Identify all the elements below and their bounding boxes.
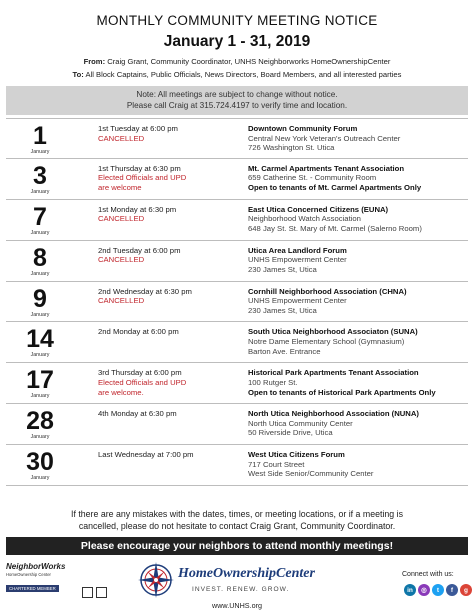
meeting-status: CANCELLED (98, 296, 145, 306)
meeting-location (248, 287, 472, 316)
equal-housing-icon (82, 587, 93, 598)
meeting-row (6, 445, 468, 486)
homeownership-center-logo (136, 560, 346, 604)
house-icon (96, 587, 107, 598)
meeting-row (6, 200, 468, 241)
meeting-day-number: 17 (26, 366, 54, 395)
facebook-icon[interactable]: f (446, 584, 458, 596)
meeting-month: January (30, 188, 50, 195)
meeting-time-text: 1st Thursday at 6:30 pm (98, 163, 181, 173)
meeting-time-text: Last Wednesday at 7:00 pm (98, 450, 194, 460)
meeting-status: are welcome (98, 183, 142, 193)
meeting-day-number: 7 (33, 202, 47, 231)
googleplus-icon[interactable]: g (460, 584, 472, 596)
meeting-time-text: 2nd Wednesday at 6:30 pm (98, 286, 192, 296)
to-text: All Block Captains, Public Officials, News Directors, Board Members, and all interested parties (85, 70, 402, 79)
contact-note-line-2: cancelled, please do not hesitate to contact Craig Grant, Community Coordinator. (78, 520, 396, 531)
neighborworks-title: NeighborWorks (6, 562, 66, 571)
meeting-address: Barton Ave. Entrance (248, 346, 321, 356)
meeting-address: Central New York Veteran's Outreach Center (248, 133, 401, 143)
meeting-name: East Utica Concerned Citizens (EUNA) (248, 204, 389, 214)
meeting-address: Notre Dame Elementary School (Gymnasium) (248, 337, 405, 347)
from-label: From: (83, 57, 106, 66)
meeting-row (6, 159, 468, 200)
meeting-status: Elected Officials and UPD (98, 377, 187, 387)
meeting-date (20, 204, 60, 236)
neighborworks-subtitle: HomeOwnership Center (6, 572, 51, 577)
meeting-day-number: 30 (26, 448, 54, 477)
meeting-address: Neighborhood Watch Association (248, 214, 361, 224)
from-text: Craig Grant, Community Coordinator, UNHS Neighborworks HomeOwnershipCenter (107, 57, 391, 66)
encourage-banner: Please encourage your neighbors to attend monthly meetings! (6, 537, 468, 555)
linkedin-icon[interactable]: in (404, 584, 416, 596)
date-range: January 1 - 31, 2019 (163, 33, 311, 50)
meeting-row (6, 322, 468, 363)
meeting-time-text: 3rd Thursday at 6:00 pm (98, 368, 182, 378)
meeting-location (248, 368, 472, 397)
meeting-month: January (30, 229, 50, 236)
meeting-address: 726 Washington St. Utica (248, 143, 335, 153)
meeting-day-number: 14 (26, 325, 54, 354)
meeting-date (20, 367, 60, 399)
meeting-time (98, 205, 248, 224)
meeting-address: UNHS Empowerment Center (248, 255, 347, 265)
neighborworks-logo (6, 562, 78, 606)
meeting-restriction: Open to tenants of Historical Park Apartments Only (248, 387, 436, 397)
meeting-time (98, 327, 248, 337)
meeting-month: January (30, 270, 50, 277)
meeting-month: January (30, 475, 50, 482)
meeting-time (98, 287, 248, 306)
meeting-name: Downtown Community Forum (248, 124, 358, 133)
meeting-address: 648 Jay St. St. Mary of Mt. Carmel (Salerno Room) (248, 223, 422, 233)
meeting-address: 717 Court Street (248, 459, 305, 469)
meeting-status: are welcome. (98, 387, 144, 397)
notice-line-2: Please call Craig at 315.724.4197 to verify time and location. (126, 101, 348, 110)
hoc-tagline: INVEST. RENEW. GROW. (192, 586, 290, 593)
meeting-row (6, 404, 468, 445)
from-line (0, 57, 474, 66)
meeting-name: Historical Park Apartments Tenant Association (248, 368, 419, 378)
meeting-location (248, 450, 472, 479)
meeting-time-text: 4th Monday at 6:30 pm (98, 409, 177, 419)
meeting-month: January (30, 352, 50, 359)
meeting-status: CANCELLED (98, 133, 145, 143)
meeting-time-text: 2nd Tuesday at 6:00 pm (98, 245, 181, 255)
meeting-time (98, 409, 248, 419)
instagram-icon[interactable]: ◎ (418, 584, 430, 596)
meeting-date (20, 286, 60, 318)
to-label: To: (72, 70, 84, 79)
page-title: MONTHLY COMMUNITY MEETING NOTICE (96, 13, 378, 28)
meeting-address: 50 Riverside Drive, Utica (248, 428, 333, 438)
meeting-name: West Utica Citizens Forum (248, 450, 345, 460)
meeting-name: North Utica Neighborhood Association (NUNA) (248, 409, 419, 419)
meeting-address: 659 Catherine St. - Community Room (248, 173, 377, 183)
website-link[interactable]: www.UNHS.org (212, 601, 262, 610)
meeting-day-number: 9 (33, 284, 47, 313)
meeting-date (20, 326, 60, 358)
meeting-address: North Utica Community Center (248, 418, 353, 428)
meeting-date (20, 245, 60, 277)
meeting-address: 100 Rutger St. (248, 377, 298, 387)
meeting-status: Elected Officials and UPD (98, 173, 187, 183)
meeting-month: January (30, 434, 50, 441)
contact-note (0, 509, 474, 532)
meeting-address: UNHS Empowerment Center (248, 296, 347, 306)
to-line (0, 70, 474, 79)
meeting-row (6, 363, 468, 404)
meeting-restriction: Open to tenants of Mt. Carmel Apartments Only (248, 183, 422, 193)
hoc-name: HomeOwnershipCenter (178, 566, 315, 581)
meeting-row (6, 241, 468, 282)
meeting-name: South Utica Neighborhood Associaton (SUNA) (248, 327, 418, 337)
notice-box (6, 86, 468, 115)
twitter-icon[interactable]: t (432, 584, 444, 596)
social-links (404, 584, 472, 596)
meeting-month: January (30, 311, 50, 318)
contact-note-line-1: If there are any mistakes with the dates, times, or meeting locations, or if a meeting is (71, 509, 403, 519)
meeting-time-text: 1st Monday at 6:30 pm (98, 204, 177, 214)
meeting-time (98, 368, 248, 397)
meeting-time (98, 450, 248, 460)
meeting-list (6, 118, 468, 486)
meeting-time-text: 1st Tuesday at 6:00 pm (98, 124, 178, 133)
chartered-member-badge: CHARTERED MEMBER (6, 585, 59, 592)
equal-housing-logos (82, 587, 107, 598)
meeting-date (20, 123, 60, 155)
meeting-row (6, 282, 468, 323)
meeting-location (248, 124, 472, 153)
compass-icon (136, 560, 176, 600)
meeting-day-number: 8 (33, 243, 47, 272)
meeting-time-text: 2nd Monday at 6:00 pm (98, 327, 179, 337)
notice-line-1: Note: All meetings are subject to change without notice. (136, 90, 338, 99)
meeting-location (248, 409, 472, 438)
meeting-address: 230 James St, Utica (248, 305, 317, 315)
meeting-day-number: 3 (33, 161, 47, 190)
meeting-status: CANCELLED (98, 255, 145, 265)
connect-label: Connect with us: (402, 571, 454, 578)
meeting-date (20, 408, 60, 440)
meeting-location (248, 327, 472, 356)
meeting-day-number: 28 (26, 407, 54, 436)
meeting-time (98, 164, 248, 193)
meeting-date (20, 449, 60, 481)
meeting-address: West Side Senior/Community Center (248, 469, 374, 479)
meeting-location (248, 164, 472, 193)
meeting-day-number: 1 (33, 122, 47, 150)
meeting-name: Mt. Carmel Apartments Tenant Association (248, 163, 405, 173)
meeting-location (248, 205, 472, 234)
meeting-time (98, 124, 248, 143)
meeting-month: January (30, 393, 50, 400)
meeting-status: CANCELLED (98, 214, 145, 224)
meeting-time (98, 246, 248, 265)
meeting-name: Cornhill Neighborhood Association (CHNA) (248, 286, 407, 296)
meeting-name: Utica Area Landlord Forum (248, 245, 347, 255)
meeting-row (6, 118, 468, 159)
meeting-location (248, 246, 472, 275)
meeting-month: January (30, 149, 50, 155)
meeting-address: 230 James St, Utica (248, 264, 317, 274)
meeting-date (20, 163, 60, 195)
